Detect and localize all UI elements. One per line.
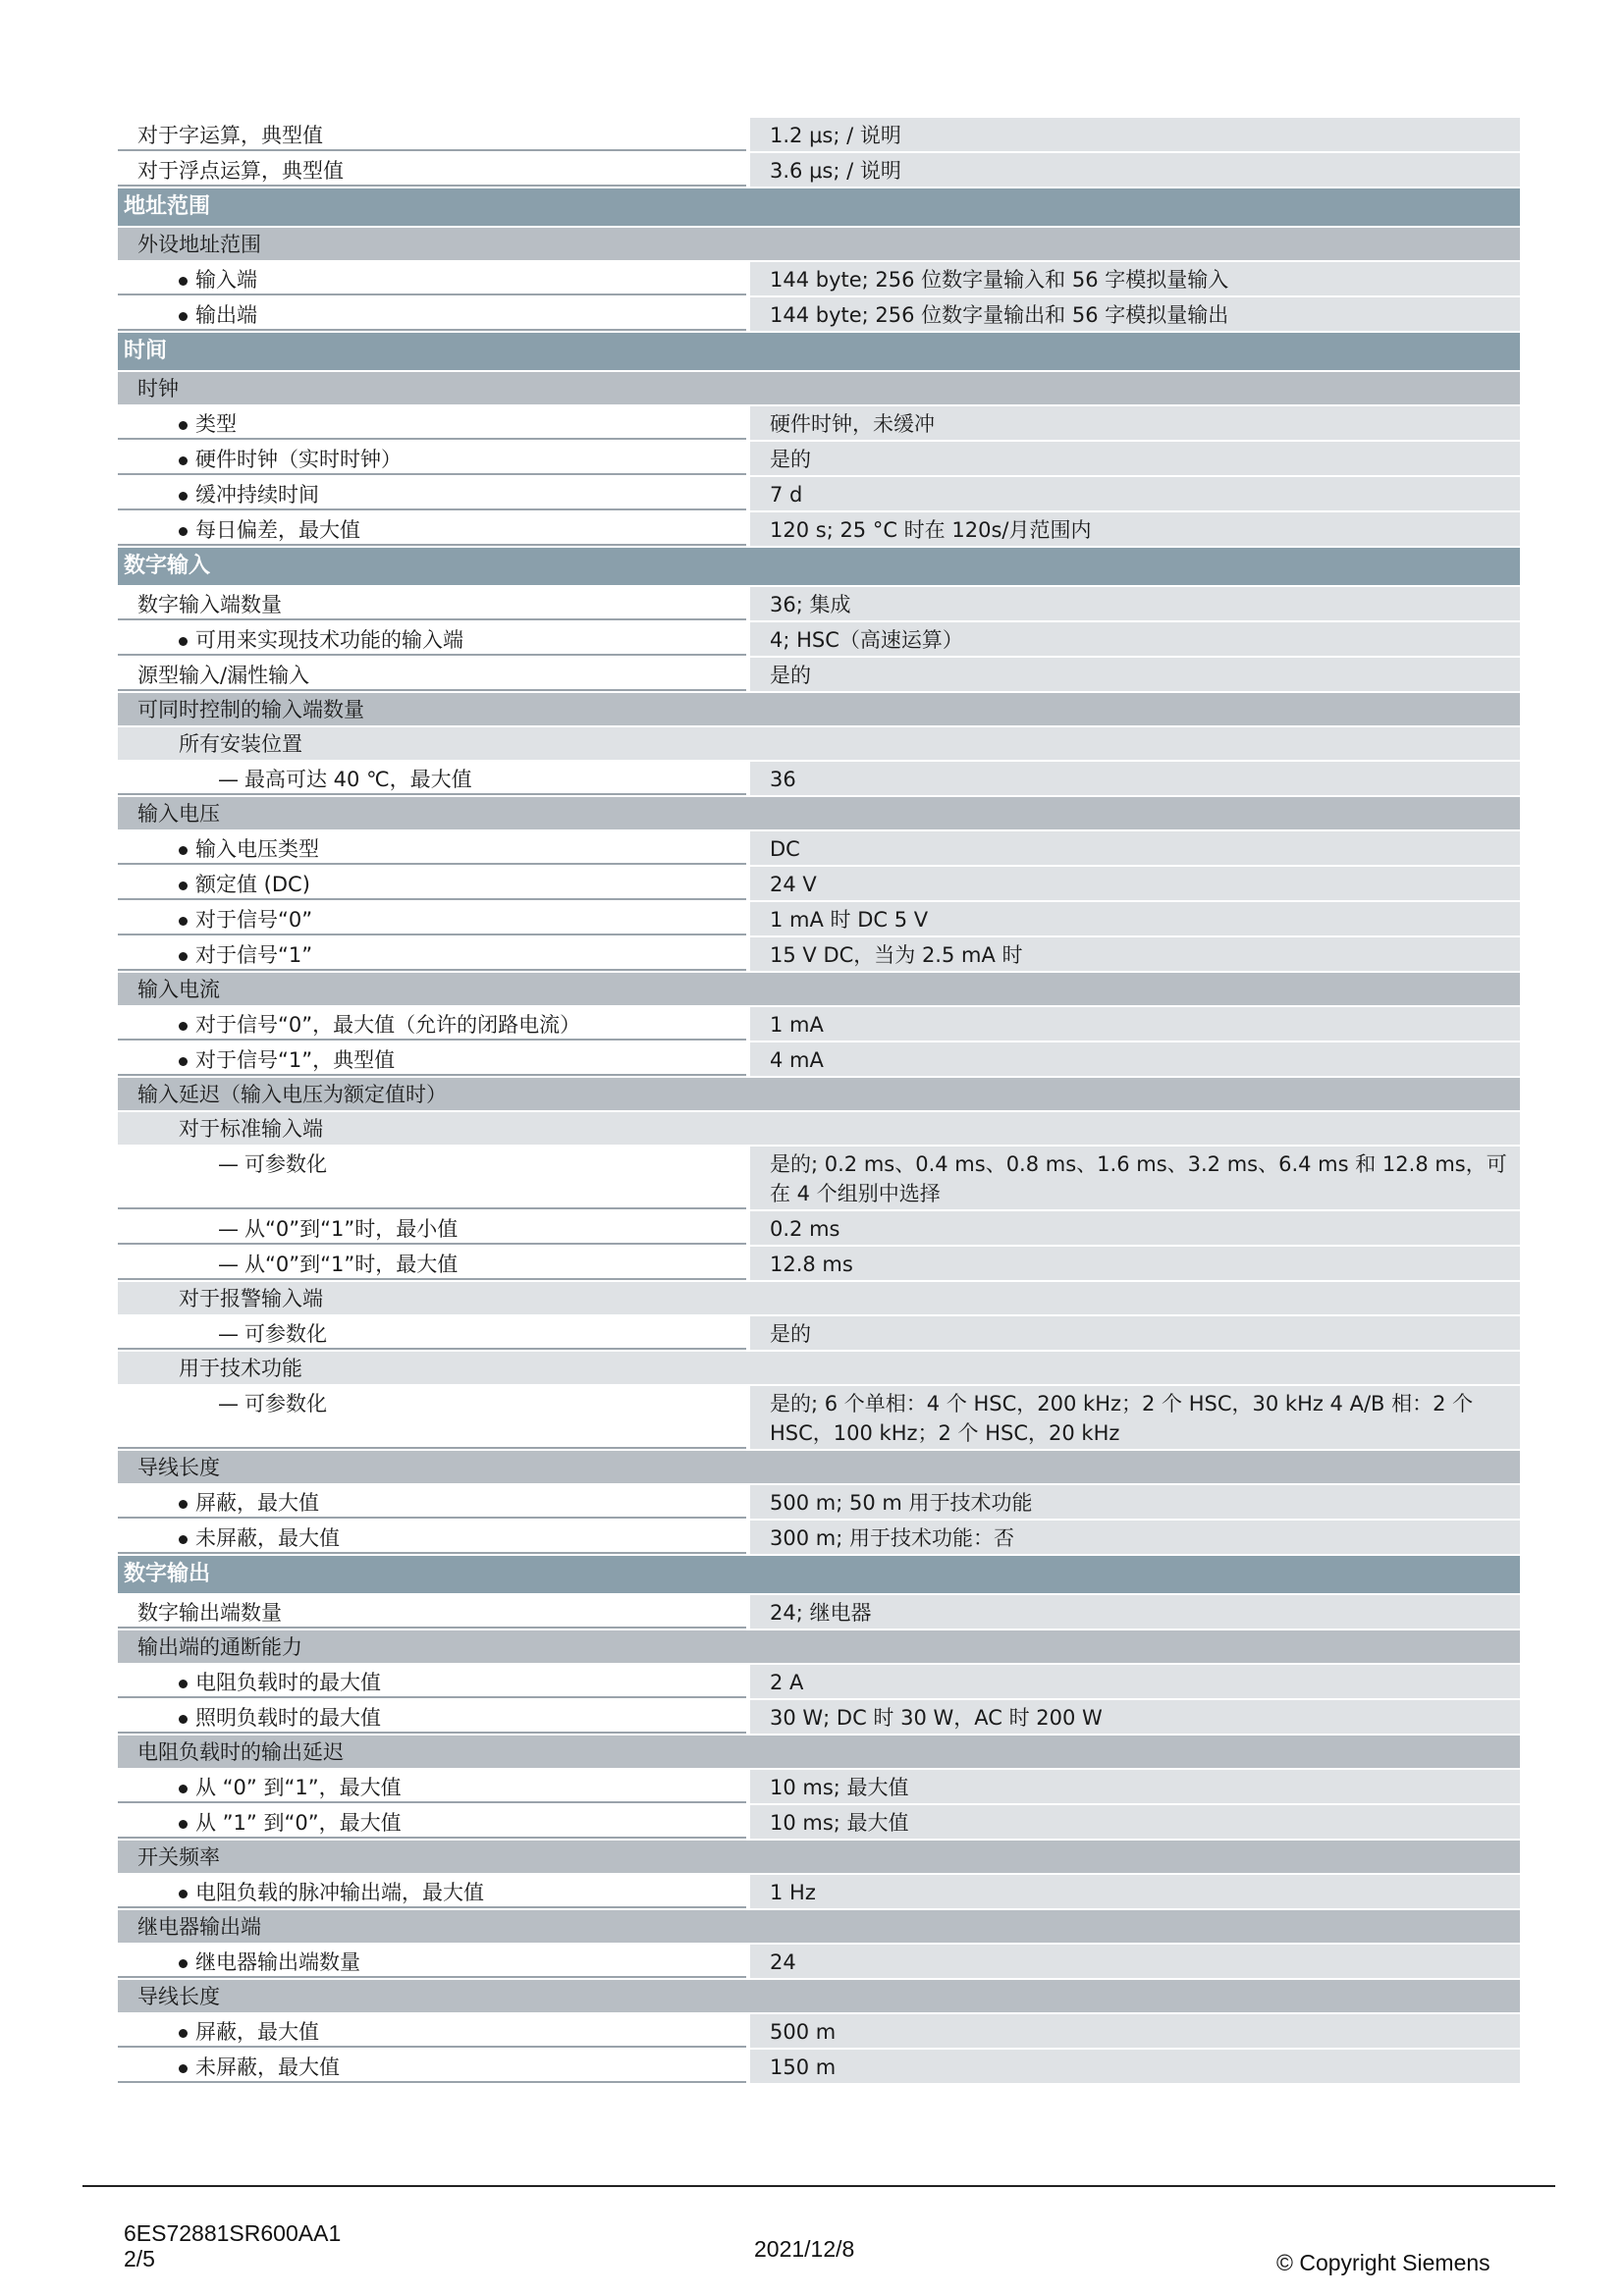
spec-label-text: 源型输入/漏性输入 bbox=[137, 664, 310, 687]
footer-order-number: 6ES72881SR600AA1 bbox=[124, 2220, 342, 2246]
spec-label bbox=[118, 477, 746, 510]
section-header bbox=[118, 333, 1520, 372]
spec-group-header bbox=[118, 1980, 1520, 2014]
spec-row bbox=[118, 477, 1520, 512]
spec-value: 10 ms; 最大值 bbox=[750, 1805, 1520, 1839]
spec-label bbox=[118, 1147, 746, 1209]
spec-label-text: 对于浮点运算，典型值 bbox=[137, 159, 344, 183]
spec-value: 3.6 μs; / 说明 bbox=[750, 153, 1520, 187]
bullet-icon bbox=[179, 952, 188, 961]
group-label: 对于标准输入端 bbox=[179, 1117, 323, 1141]
spec-label bbox=[118, 1945, 746, 1978]
spec-row bbox=[118, 153, 1520, 188]
spec-value: 硬件时钟，未缓冲 bbox=[750, 406, 1520, 440]
spec-value: 500 m; 50 m 用于技术功能 bbox=[750, 1485, 1520, 1519]
group-label: 时钟 bbox=[137, 377, 179, 400]
section-title: 数字输入 bbox=[124, 554, 211, 578]
spec-value: 36 bbox=[750, 762, 1520, 795]
group-label: 输入电压 bbox=[137, 802, 220, 826]
spec-label bbox=[118, 118, 746, 151]
spec-group-header bbox=[118, 1451, 1520, 1485]
spec-value: 是的 bbox=[750, 1316, 1520, 1350]
dash-icon: — bbox=[218, 1392, 239, 1415]
bullet-icon bbox=[179, 1500, 188, 1509]
spec-row bbox=[118, 118, 1520, 153]
spec-label bbox=[118, 442, 746, 475]
bullet-icon bbox=[179, 312, 188, 321]
spec-label-text: 对于字运算，典型值 bbox=[137, 124, 323, 147]
bullet-icon bbox=[179, 1680, 188, 1688]
spec-label bbox=[118, 902, 746, 935]
spec-value: 0.2 ms bbox=[750, 1211, 1520, 1245]
group-label: 用于技术功能 bbox=[179, 1357, 302, 1380]
spec-row bbox=[118, 1665, 1520, 1700]
bullet-icon bbox=[179, 917, 188, 926]
spec-value: 是的; 0.2 ms、0.4 ms、0.8 ms、1.6 ms、3.2 ms、6.4 ms 和 12.8 ms，可在 4 个组别中选择 bbox=[750, 1147, 1520, 1209]
group-label: 所有安装位置 bbox=[179, 732, 302, 756]
spec-label bbox=[118, 512, 746, 546]
spec-label-text: 硬件时钟（实时时钟） bbox=[195, 448, 402, 471]
spec-label bbox=[118, 1875, 746, 1908]
spec-label bbox=[118, 1521, 746, 1554]
spec-label bbox=[118, 1316, 746, 1350]
footer-date: 2021/12/8 bbox=[754, 2236, 855, 2262]
spec-row bbox=[118, 1521, 1520, 1556]
spec-group-header bbox=[118, 727, 1520, 762]
spec-row bbox=[118, 902, 1520, 937]
spec-label-text: 从 “0” 到“1”，最大值 bbox=[195, 1776, 402, 1799]
bullet-icon bbox=[179, 1959, 188, 1968]
bullet-icon bbox=[179, 846, 188, 855]
spec-label bbox=[118, 658, 746, 691]
spec-value: 1 mA bbox=[750, 1007, 1520, 1041]
spec-row bbox=[118, 1211, 1520, 1247]
spec-value: 2 A bbox=[750, 1665, 1520, 1698]
spec-value: 144 byte; 256 位数字量输出和 56 字模拟量输出 bbox=[750, 297, 1520, 331]
spec-group-header bbox=[118, 797, 1520, 831]
spec-row bbox=[118, 297, 1520, 333]
spec-row bbox=[118, 762, 1520, 797]
group-label: 外设地址范围 bbox=[137, 233, 261, 256]
spec-value: 120 s; 25 °C 时在 120s/月范围内 bbox=[750, 512, 1520, 546]
spec-value: 7 d bbox=[750, 477, 1520, 510]
section-title: 地址范围 bbox=[124, 194, 211, 219]
bullet-icon bbox=[179, 421, 188, 430]
spec-label-text: 额定值 (DC) bbox=[195, 873, 310, 896]
bullet-icon bbox=[179, 1057, 188, 1066]
spec-value: 24 bbox=[750, 1945, 1520, 1978]
spec-value: 15 V DC，当为 2.5 mA 时 bbox=[750, 937, 1520, 971]
spec-label bbox=[118, 937, 746, 971]
spec-row bbox=[118, 1042, 1520, 1078]
spec-label-text: 数字输出端数量 bbox=[137, 1601, 282, 1625]
group-label: 可同时控制的输入端数量 bbox=[137, 698, 364, 721]
group-label: 输入延迟（输入电压为额定值时） bbox=[137, 1083, 447, 1106]
spec-group-header bbox=[118, 1282, 1520, 1316]
spec-value: 36; 集成 bbox=[750, 587, 1520, 620]
spec-label-text: 对于信号“1”，典型值 bbox=[195, 1048, 396, 1072]
group-label: 导线长度 bbox=[137, 1456, 220, 1479]
spec-row bbox=[118, 1805, 1520, 1841]
spec-value: 1 mA 时 DC 5 V bbox=[750, 902, 1520, 935]
spec-value: 12.8 ms bbox=[750, 1247, 1520, 1280]
spec-label bbox=[118, 406, 746, 440]
spec-value: 4; HSC（高速运算） bbox=[750, 622, 1520, 656]
spec-label-text: 最高可达 40 ℃，最大值 bbox=[244, 768, 472, 791]
spec-label-text: 未屏蔽，最大值 bbox=[195, 2056, 340, 2079]
bullet-icon bbox=[179, 881, 188, 890]
spec-label bbox=[118, 297, 746, 331]
spec-row bbox=[118, 587, 1520, 622]
spec-row bbox=[118, 2014, 1520, 2050]
spec-label-text: 屏蔽，最大值 bbox=[195, 1491, 319, 1515]
section-header bbox=[118, 188, 1520, 228]
spec-label bbox=[118, 1007, 746, 1041]
group-label: 输入电流 bbox=[137, 978, 220, 1001]
spec-group-header bbox=[118, 228, 1520, 262]
bullet-icon bbox=[179, 1022, 188, 1031]
footer-divider bbox=[82, 2185, 1555, 2187]
spec-label bbox=[118, 1805, 746, 1839]
spec-group-header bbox=[118, 1841, 1520, 1875]
spec-value: DC bbox=[750, 831, 1520, 865]
spec-label bbox=[118, 1665, 746, 1698]
spec-group-header bbox=[118, 1630, 1520, 1665]
spec-label bbox=[118, 622, 746, 656]
spec-label bbox=[118, 867, 746, 900]
group-label: 导线长度 bbox=[137, 1985, 220, 2008]
spec-table bbox=[118, 118, 1520, 2085]
spec-label-text: 对于信号“1” bbox=[195, 943, 313, 967]
spec-label bbox=[118, 153, 746, 187]
spec-group-header bbox=[118, 973, 1520, 1007]
bullet-icon bbox=[179, 2029, 188, 2038]
spec-group-header bbox=[118, 1078, 1520, 1112]
bullet-icon bbox=[179, 1785, 188, 1793]
group-label: 继电器输出端 bbox=[137, 1915, 261, 1939]
spec-label bbox=[118, 1595, 746, 1629]
spec-label-text: 可参数化 bbox=[244, 1392, 327, 1415]
spec-label bbox=[118, 1770, 746, 1803]
spec-label-text: 对于信号“0” bbox=[195, 908, 313, 932]
spec-label bbox=[118, 1211, 746, 1245]
spec-row bbox=[118, 1875, 1520, 1910]
spec-label-text: 电阻负载时的最大值 bbox=[195, 1671, 381, 1694]
spec-row bbox=[118, 1770, 1520, 1805]
dash-icon: — bbox=[218, 1253, 239, 1276]
spec-label bbox=[118, 2014, 746, 2048]
spec-row bbox=[118, 442, 1520, 477]
group-label: 开关频率 bbox=[137, 1845, 220, 1869]
group-label: 电阻负载时的输出延迟 bbox=[137, 1740, 344, 1764]
spec-row bbox=[118, 658, 1520, 693]
spec-label-text: 未屏蔽，最大值 bbox=[195, 1526, 340, 1550]
spec-label-text: 照明负载时的最大值 bbox=[195, 1706, 381, 1730]
spec-value: 10 ms; 最大值 bbox=[750, 1770, 1520, 1803]
spec-label bbox=[118, 262, 746, 295]
spec-row bbox=[118, 937, 1520, 973]
spec-value: 30 W; DC 时 30 W，AC 时 200 W bbox=[750, 1700, 1520, 1734]
group-label: 对于报警输入端 bbox=[179, 1287, 323, 1310]
spec-label-text: 输出端 bbox=[195, 303, 257, 327]
spec-label bbox=[118, 1042, 746, 1076]
spec-value: 144 byte; 256 位数字量输入和 56 字模拟量输入 bbox=[750, 262, 1520, 295]
dash-icon: — bbox=[218, 1152, 239, 1176]
spec-row bbox=[118, 1316, 1520, 1352]
spec-value: 4 mA bbox=[750, 1042, 1520, 1076]
spec-row bbox=[118, 2050, 1520, 2085]
spec-value: 24 V bbox=[750, 867, 1520, 900]
spec-value: 500 m bbox=[750, 2014, 1520, 2048]
spec-row bbox=[118, 1147, 1520, 1211]
bullet-icon bbox=[179, 492, 188, 501]
spec-value: 是的 bbox=[750, 658, 1520, 691]
spec-row bbox=[118, 1595, 1520, 1630]
spec-label bbox=[118, 1247, 746, 1280]
bullet-icon bbox=[179, 1535, 188, 1544]
spec-label bbox=[118, 587, 746, 620]
spec-row bbox=[118, 1945, 1520, 1980]
bullet-icon bbox=[179, 637, 188, 646]
spec-label-text: 屏蔽，最大值 bbox=[195, 2020, 319, 2044]
spec-row bbox=[118, 1247, 1520, 1282]
spec-group-header bbox=[118, 1352, 1520, 1386]
spec-value: 是的 bbox=[750, 442, 1520, 475]
spec-label-text: 从“0”到“1”时，最小值 bbox=[244, 1217, 459, 1241]
spec-row bbox=[118, 1007, 1520, 1042]
spec-row bbox=[118, 1386, 1520, 1451]
spec-row bbox=[118, 406, 1520, 442]
section-header bbox=[118, 1556, 1520, 1595]
spec-label-text: 对于信号“0”，最大值（允许的闭路电流） bbox=[195, 1013, 581, 1037]
footer-copyright: © Copyright Siemens bbox=[1276, 2250, 1490, 2275]
spec-label-text: 数字输入端数量 bbox=[137, 593, 282, 616]
dash-icon: — bbox=[218, 1322, 239, 1346]
spec-label-text: 从“0”到“1”时，最大值 bbox=[244, 1253, 459, 1276]
spec-value: 1.2 μs; / 说明 bbox=[750, 118, 1520, 151]
group-label: 输出端的通断能力 bbox=[137, 1635, 302, 1659]
spec-value: 300 m; 用于技术功能：否 bbox=[750, 1521, 1520, 1554]
bullet-icon bbox=[179, 1715, 188, 1724]
spec-label bbox=[118, 1485, 746, 1519]
spec-value: 150 m bbox=[750, 2050, 1520, 2083]
spec-row bbox=[118, 512, 1520, 548]
spec-label-text: 可参数化 bbox=[244, 1322, 327, 1346]
spec-label-text: 可参数化 bbox=[244, 1152, 327, 1176]
spec-label-text: 继电器输出端数量 bbox=[195, 1950, 360, 1974]
bullet-icon bbox=[179, 1890, 188, 1898]
footer-page-number: 2/5 bbox=[124, 2246, 155, 2271]
spec-row bbox=[118, 622, 1520, 658]
spec-label bbox=[118, 1700, 746, 1734]
section-title: 时间 bbox=[124, 339, 168, 363]
spec-group-header bbox=[118, 693, 1520, 727]
spec-label-text: 从 ”1” 到“0”，最大值 bbox=[195, 1811, 402, 1835]
spec-value: 1 Hz bbox=[750, 1875, 1520, 1908]
spec-label-text: 每日偏差，最大值 bbox=[195, 518, 360, 542]
spec-label-text: 输入电压类型 bbox=[195, 837, 319, 861]
bullet-icon bbox=[179, 277, 188, 286]
spec-label-text: 电阻负载的脉冲输出端，最大值 bbox=[195, 1881, 484, 1904]
spec-group-header bbox=[118, 1735, 1520, 1770]
spec-group-header bbox=[118, 1910, 1520, 1945]
dash-icon: — bbox=[218, 768, 239, 791]
spec-label-text: 输入端 bbox=[195, 268, 257, 292]
bullet-icon bbox=[179, 2064, 188, 2073]
spec-label bbox=[118, 2050, 746, 2083]
spec-label-text: 缓冲持续时间 bbox=[195, 483, 319, 507]
spec-group-header bbox=[118, 1112, 1520, 1147]
spec-row bbox=[118, 867, 1520, 902]
bullet-icon bbox=[179, 1820, 188, 1829]
section-header bbox=[118, 548, 1520, 587]
spec-label bbox=[118, 831, 746, 865]
spec-label bbox=[118, 1386, 746, 1449]
spec-label-text: 可用来实现技术功能的输入端 bbox=[195, 628, 463, 652]
dash-icon: — bbox=[218, 1217, 239, 1241]
spec-row bbox=[118, 1700, 1520, 1735]
spec-label bbox=[118, 762, 746, 795]
spec-row bbox=[118, 1485, 1520, 1521]
spec-value: 是的; 6 个单相：4 个 HSC，200 kHz；2 个 HSC，30 kHz 4 A/B 相：2 个 HSC，100 kHz；2 个 HSC，20 kHz bbox=[750, 1386, 1520, 1449]
spec-row bbox=[118, 262, 1520, 297]
section-title: 数字输出 bbox=[124, 1562, 211, 1586]
spec-label-text: 类型 bbox=[195, 412, 237, 436]
bullet-icon bbox=[179, 527, 188, 536]
bullet-icon bbox=[179, 456, 188, 465]
spec-group-header bbox=[118, 372, 1520, 406]
spec-value: 24; 继电器 bbox=[750, 1595, 1520, 1629]
spec-row bbox=[118, 831, 1520, 867]
